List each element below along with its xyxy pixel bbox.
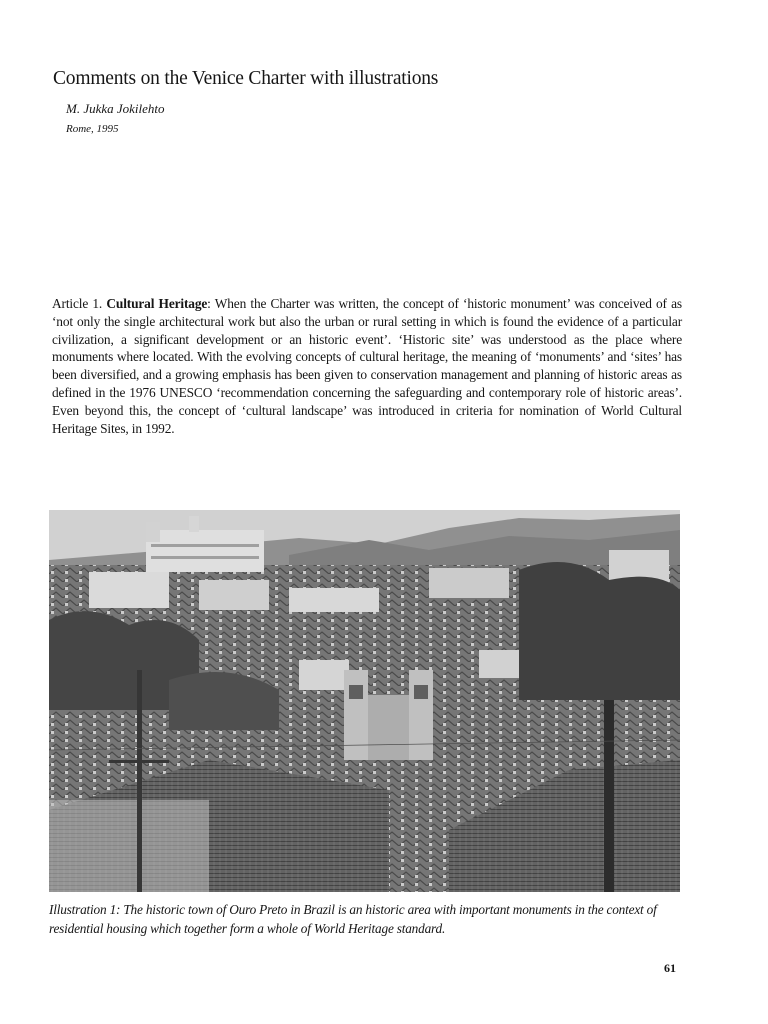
author-name: M. Jukka Jokilehto: [66, 101, 165, 116]
article-body: : When the Charter was written, the concept of ‘historic monument’ was conceived of as ‘not only the single architectural work but also the urban or rural setting in which is found the evidence of a particular civilization, a significant development or an historic event’. ‘Historic site’ was understood as the place where monuments where located. With the evolving concepts of cultural heritage, the meaning of ‘monuments’ and ‘sites’ has been diversified, and a growing emphasis has been given to conservation management and planning of historic areas as defined in the 1976 UNESCO ‘recommendation concerning the safeguarding and contemporary role of historic areas’. Even beyond this, the concept of ‘cultural landscape’ was introduced in criteria for nomination of World Cultural Heritage Sites, in 1992.: [52, 296, 682, 436]
article-prefix: Article 1.: [52, 296, 107, 311]
illustration-caption: Illustration 1: The historic town of Ouro Preto in Brazil is an historic area with important monuments in the context of residential housing which together form a whole of World Heritage standard.: [49, 902, 657, 936]
article-paragraph: [52, 295, 682, 437]
place-date: Rome, 1995: [66, 123, 119, 135]
article-heading: Cultural Heritage: [106, 296, 208, 311]
page-number: 61: [664, 961, 676, 975]
town-photograph: [49, 510, 680, 892]
page-title: Comments on the Venice Charter with illustrations: [53, 68, 439, 89]
